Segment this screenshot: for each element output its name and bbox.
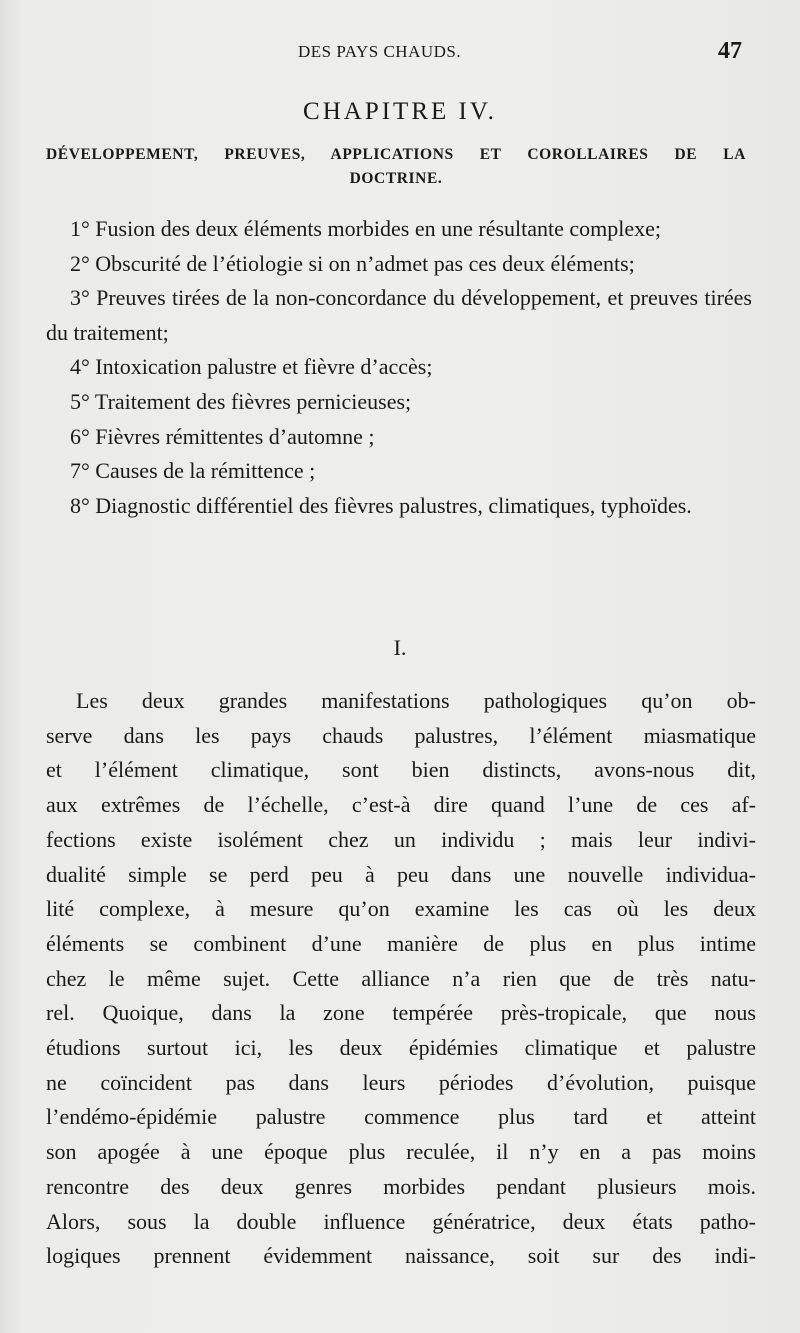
- text-line: fections existe isolément chez un individu ; mais leur indivi-: [46, 826, 756, 852]
- text-line: étudions surtout ici, les deux épidémies climatique et palustre: [46, 1035, 756, 1061]
- text-line: ne coïncident pas dans leurs périodes d’évolution, puisque: [46, 1069, 756, 1095]
- chapter-summary-list: [46, 212, 752, 523]
- text-line: logiques prennent évidemment naissance, soit sur des indi-: [46, 1243, 756, 1269]
- text-line: serve dans les pays chauds palustres, l’élément miasmatique: [46, 722, 756, 748]
- text-line: lité complexe, à mesure qu’on examine les cas où les deux: [46, 896, 756, 922]
- text-line: Alors, sous la double influence génératrice, deux états patho-: [46, 1208, 756, 1234]
- text-line: dualité simple se perd peu à peu dans une nouvelle individua-: [46, 861, 756, 887]
- text-line: et l’élément climatique, sont bien distincts, avons-nous dit,: [46, 757, 756, 783]
- text-line: son apogée à une époque plus reculée, il n’y en a pas moins: [46, 1139, 756, 1165]
- text-line: Les deux grandes manifestations pathologiques qu’on ob-: [76, 688, 756, 713]
- text-line: chez le même sujet. Cette alliance n’a rien que de très natu-: [46, 965, 756, 991]
- chapter-subtitle-line-1: DÉVELOPPEMENT, PREUVES, APPLICATIONS ET COROLLAIRES DE LA: [46, 146, 746, 163]
- page-header: [0, 40, 800, 70]
- summary-item: 7° Causes de la rémittence ;: [70, 458, 316, 484]
- section-number: I.: [393, 635, 407, 660]
- text-line: rencontre des deux genres morbides pendant plusieurs mois.: [46, 1173, 756, 1199]
- text-line: éléments se combinent d’une manière de plus en plus intime: [46, 930, 756, 956]
- summary-item: 4° Intoxication palustre et fièvre d’accès;: [70, 354, 433, 380]
- summary-item: 6° Fièvres rémittentes d’automne ;: [70, 423, 375, 449]
- running-title: DES PAYS CHAUDS.: [298, 42, 462, 61]
- summary-item: 5° Traitement des fièvres pernicieuses;: [70, 388, 412, 414]
- body-paragraph: [46, 684, 756, 1274]
- summary-item: 1° Fusion des deux éléments morbides en une résultante complexe;: [70, 216, 662, 241]
- text-line: rel. Quoique, dans la zone tempérée près-tropicale, que nous: [46, 1000, 756, 1026]
- chapter-title: CHAPITRE IV.: [303, 98, 497, 125]
- summary-item: 2° Obscurité de l’étiologie si on n’admet pas ces deux éléments;: [70, 250, 635, 276]
- summary-item: 3° Preuves tirées de la non-concordance du développement, et preuves tirées du traitement;: [46, 285, 752, 345]
- text-line: l’endémo-épidémie palustre commence plus tard et atteint: [46, 1104, 756, 1130]
- summary-item: 8° Diagnostic différentiel des fièvres palustres, climatiques, typhoïdes.: [70, 492, 692, 518]
- text-line: aux extrêmes de l’échelle, c’est-à dire quand l’une de ces af-: [46, 792, 756, 818]
- chapter-subtitle: [46, 146, 746, 188]
- page-number: 47: [718, 38, 742, 64]
- chapter-subtitle-line-2: DOCTRINE.: [349, 170, 443, 187]
